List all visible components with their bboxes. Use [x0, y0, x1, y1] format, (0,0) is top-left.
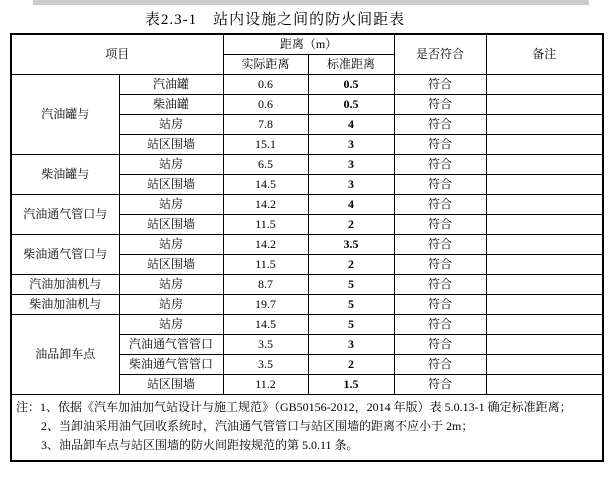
actual-distance-cell: 14.5 — [223, 315, 308, 335]
actual-distance-cell: 0.6 — [223, 95, 308, 115]
standard-distance-cell: 5 — [308, 275, 394, 295]
remark-cell — [486, 255, 603, 275]
compliance-cell: 符合 — [394, 215, 486, 235]
standard-distance-cell: 2 — [308, 255, 394, 275]
remark-cell — [486, 75, 603, 95]
category-cell: 柴油罐与 — [11, 155, 119, 195]
target-cell: 柴油罐 — [119, 95, 223, 115]
table-row — [11, 195, 603, 215]
category-cell: 汽油罐与 — [11, 75, 119, 155]
notes-cell — [11, 395, 603, 462]
target-cell: 汽油通气管管口 — [119, 335, 223, 355]
compliance-cell: 符合 — [394, 115, 486, 135]
header-row-1 — [11, 34, 603, 55]
target-cell: 站房 — [119, 295, 223, 315]
note-line-3: 3、油品卸车点与站区围墙的防火间距按规范的第 5.0.11 条。 — [41, 438, 359, 452]
header-item: 项目 — [11, 34, 223, 75]
page-title: 表2.3-1 站内设施之间的防火间距表 — [144, 12, 406, 28]
standard-distance-cell: 3 — [308, 175, 394, 195]
target-cell: 站区围墙 — [119, 135, 223, 155]
remark-cell — [486, 295, 603, 315]
header-remark: 备注 — [486, 34, 603, 75]
compliance-cell: 符合 — [394, 295, 486, 315]
top-gray-strip — [33, 0, 589, 5]
standard-distance-cell: 0.5 — [308, 75, 394, 95]
target-cell: 站房 — [119, 315, 223, 335]
fire-distance-table — [10, 33, 604, 462]
compliance-cell: 符合 — [394, 235, 486, 255]
table-row — [11, 155, 603, 175]
notes-row — [11, 395, 603, 462]
target-cell: 站房 — [119, 275, 223, 295]
header-actual-distance: 实际距离 — [223, 55, 308, 75]
remark-cell — [486, 335, 603, 355]
header-distance: 距离（m） — [223, 34, 394, 55]
category-cell: 油品卸车点 — [11, 315, 119, 395]
actual-distance-cell: 14.5 — [223, 175, 308, 195]
note-line-1: 注：1、依据《汽车加油加气站设计与施工规范》（GB50156-2012，2014 年版）表 5.0.13-1 确定标准距离； — [16, 400, 572, 414]
table-row — [11, 275, 603, 295]
remark-cell — [486, 235, 603, 255]
compliance-cell: 符合 — [394, 375, 486, 395]
remark-cell — [486, 315, 603, 335]
standard-distance-cell: 3 — [308, 335, 394, 355]
category-cell: 柴油通气管口与 — [11, 235, 119, 275]
compliance-cell: 符合 — [394, 275, 486, 295]
standard-distance-cell: 3 — [308, 135, 394, 155]
compliance-cell: 符合 — [394, 315, 486, 335]
remark-cell — [486, 195, 603, 215]
remark-cell — [486, 215, 603, 235]
table-body — [11, 75, 603, 395]
standard-distance-cell: 5 — [308, 315, 394, 335]
compliance-cell: 符合 — [394, 355, 486, 375]
actual-distance-cell: 3.5 — [223, 335, 308, 355]
header-compliance: 是否符合 — [394, 34, 486, 75]
actual-distance-cell: 8.7 — [223, 275, 308, 295]
target-cell: 柴油通气管管口 — [119, 355, 223, 375]
compliance-cell: 符合 — [394, 195, 486, 215]
actual-distance-cell: 11.5 — [223, 255, 308, 275]
remark-cell — [486, 155, 603, 175]
target-cell: 站区围墙 — [119, 375, 223, 395]
table-header — [11, 34, 603, 75]
compliance-cell: 符合 — [394, 155, 486, 175]
actual-distance-cell: 19.7 — [223, 295, 308, 315]
compliance-cell: 符合 — [394, 75, 486, 95]
actual-distance-cell: 6.5 — [223, 155, 308, 175]
remark-cell — [486, 355, 603, 375]
remark-cell — [486, 115, 603, 135]
category-cell: 汽油通气管口与 — [11, 195, 119, 235]
remark-cell — [486, 275, 603, 295]
table-footer — [11, 395, 603, 462]
target-cell: 站区围墙 — [119, 175, 223, 195]
target-cell: 站房 — [119, 235, 223, 255]
standard-distance-cell: 3 — [308, 155, 394, 175]
target-cell: 站区围墙 — [119, 255, 223, 275]
actual-distance-cell: 14.2 — [223, 195, 308, 215]
standard-distance-cell: 2 — [308, 215, 394, 235]
target-cell: 站房 — [119, 155, 223, 175]
target-cell: 站房 — [119, 115, 223, 135]
standard-distance-cell: 3.5 — [308, 235, 394, 255]
table-row — [11, 315, 603, 335]
compliance-cell: 符合 — [394, 335, 486, 355]
actual-distance-cell: 11.5 — [223, 215, 308, 235]
standard-distance-cell: 4 — [308, 115, 394, 135]
target-cell: 站房 — [119, 195, 223, 215]
standard-distance-cell: 1.5 — [308, 375, 394, 395]
target-cell: 汽油罐 — [119, 75, 223, 95]
remark-cell — [486, 135, 603, 155]
remark-cell — [486, 375, 603, 395]
remark-cell — [486, 175, 603, 195]
actual-distance-cell: 14.2 — [223, 235, 308, 255]
compliance-cell: 符合 — [394, 135, 486, 155]
category-cell: 柴油加油机与 — [11, 295, 119, 315]
standard-distance-cell: 0.5 — [308, 95, 394, 115]
table-row — [11, 295, 603, 315]
actual-distance-cell: 0.6 — [223, 75, 308, 95]
actual-distance-cell: 7.8 — [223, 115, 308, 135]
actual-distance-cell: 3.5 — [223, 355, 308, 375]
remark-cell — [486, 95, 603, 115]
compliance-cell: 符合 — [394, 175, 486, 195]
actual-distance-cell: 11.2 — [223, 375, 308, 395]
category-cell: 汽油加油机与 — [11, 275, 119, 295]
standard-distance-cell: 2 — [308, 355, 394, 375]
table-row — [11, 75, 603, 95]
header-standard-distance: 标准距离 — [308, 55, 394, 75]
note-line-2: 2、当卸油采用油气回收系统时，汽油通气管管口与站区围墙的距离不应小于 2m； — [41, 419, 474, 433]
standard-distance-cell: 4 — [308, 195, 394, 215]
compliance-cell: 符合 — [394, 95, 486, 115]
actual-distance-cell: 15.1 — [223, 135, 308, 155]
compliance-cell: 符合 — [394, 255, 486, 275]
target-cell: 站区围墙 — [119, 215, 223, 235]
standard-distance-cell: 5 — [308, 295, 394, 315]
table-row — [11, 235, 603, 255]
